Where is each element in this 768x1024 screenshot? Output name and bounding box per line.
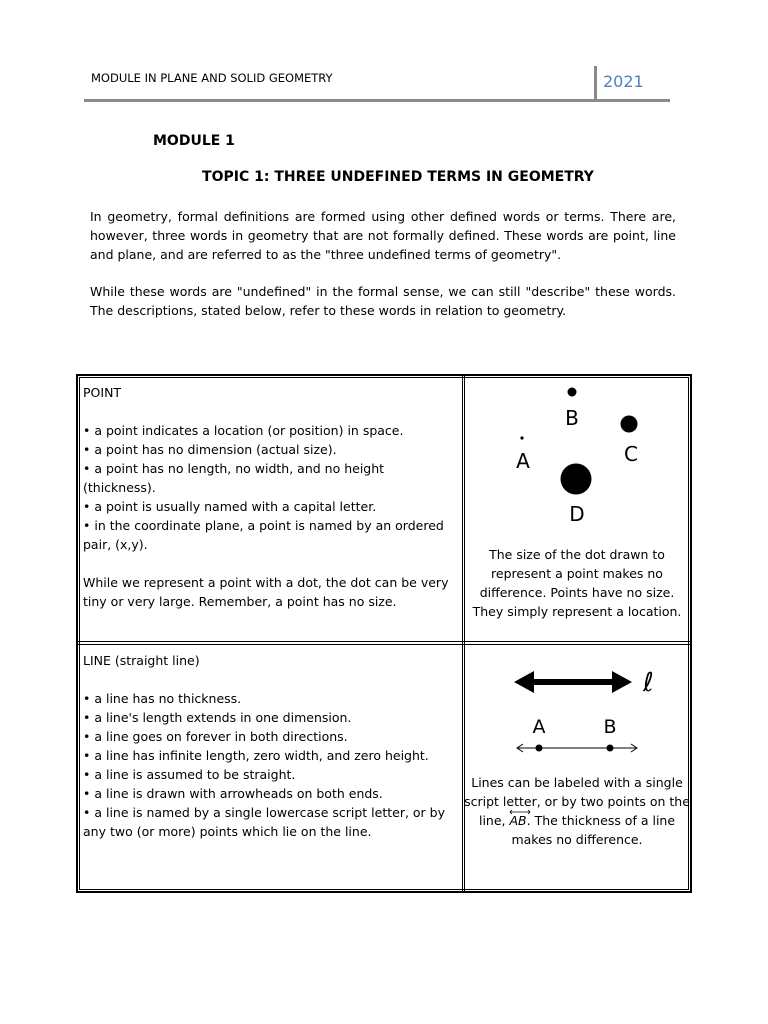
point-c-label: C [624, 442, 638, 466]
line-bullet: • a line goes on forever in both directions. [83, 729, 348, 744]
module-heading: MODULE 1 [153, 133, 235, 149]
point-bullet: • in the coordinate plane, a point is named by an ordered pair, (x,y). [83, 518, 444, 552]
double-arrow-overline-icon [509, 809, 531, 815]
point-d-dot [561, 464, 592, 495]
line-script-label: ℓ [643, 668, 654, 698]
point-c-dot [621, 416, 638, 433]
point-d-label: D [569, 502, 585, 526]
header-divider [594, 66, 597, 100]
intro-paragraph-2: While these words are "undefined" in the formal sense, we can still "describe" these words. The descriptions, stated below, refer to these words in relation to geometry. [90, 284, 676, 318]
topic-heading: TOPIC 1: THREE UNDEFINED TERMS IN GEOMETRY [202, 169, 594, 185]
table-row-divider [78, 641, 690, 645]
point-note: While we represent a point with a dot, the dot can be very tiny or very large. Remember, a point has no size. [83, 575, 449, 609]
line-point-a-dot [536, 745, 543, 752]
point-description-cell [83, 383, 458, 611]
line-description-cell [83, 651, 458, 841]
line-bullet: • a line has infinite length, zero width, and zero height. [83, 748, 429, 763]
line-bullet: • a line's length extends in one dimension. [83, 710, 352, 725]
point-bullet: • a point is usually named with a capital letter. [83, 499, 377, 514]
point-a-label: A [516, 449, 530, 473]
lines-figure [466, 656, 688, 756]
points-figure [466, 380, 688, 530]
line-caption-start: Lines can be labeled with a single script letter, or by two points on the line, [464, 775, 690, 828]
undefined-terms-table [76, 374, 692, 893]
point-bullet: • a point indicates a location (or position) in space. [83, 423, 404, 438]
header-module-title: MODULE IN PLANE AND SOLID GEOMETRY [91, 71, 333, 85]
left-arrowhead-icon [514, 671, 534, 693]
point-b-dot [568, 388, 577, 397]
line-point-b-label: B [603, 716, 617, 738]
point-title: POINT [83, 385, 122, 400]
point-caption: The size of the dot drawn to represent a point makes no difference. Points have no size. They simply represent a location. [472, 547, 682, 619]
line-point-a-label: A [532, 716, 546, 738]
line-title: LINE (straight line) [83, 653, 200, 668]
line-bullet: • a line is drawn with arrowheads on both ends. [83, 786, 383, 801]
line-bullet: • a line has no thickness. [83, 691, 242, 706]
header-rule [84, 99, 670, 102]
line-point-b-dot [607, 745, 614, 752]
header-year: 2021 [603, 72, 644, 91]
point-bullet: • a point has no dimension (actual size). [83, 442, 337, 457]
right-arrowhead-icon [612, 671, 632, 693]
intro-paragraph-1: In geometry, formal definitions are formed using other defined words or terms. There are, however, three words in geometry that are not formally defined. These words are point, line and plane, and are referred to as the "three undefined terms of geometry". [90, 209, 676, 262]
point-a-dot [520, 436, 523, 439]
line-bullet: • a line is assumed to be straight. [83, 767, 296, 782]
line-caption-end: . The thickness of a line makes no difference. [511, 813, 676, 847]
ab-notation-text: AB [509, 813, 527, 828]
line-caption [464, 773, 690, 849]
ab-line-notation [509, 811, 526, 830]
line-bullet: • a line is named by a single lowercase script letter, or by any two (or more) points which lie on the line. [83, 805, 445, 839]
point-b-label: B [565, 406, 579, 430]
point-bullet: • a point has no length, no width, and no height (thickness). [83, 461, 385, 495]
